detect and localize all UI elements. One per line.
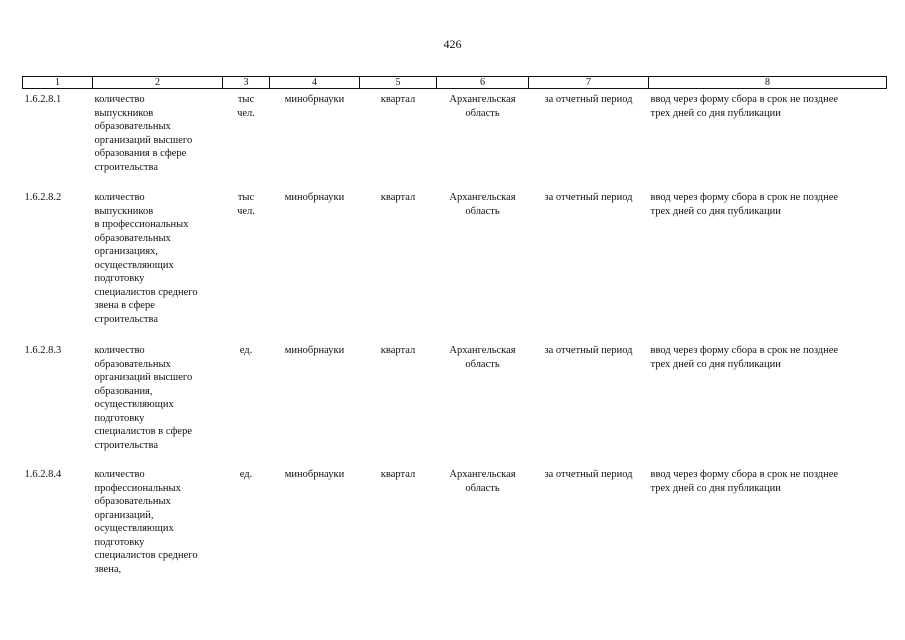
periodicity: квартал bbox=[380, 469, 416, 480]
column-number-header: 6 bbox=[437, 77, 529, 89]
column-number-header: 7 bbox=[529, 77, 649, 89]
column-number-header: 4 bbox=[270, 77, 360, 89]
indicator-code: 1.6.2.8.2 bbox=[24, 192, 62, 203]
reporting-timing: за отчетный период bbox=[544, 94, 633, 105]
indicator-code: 1.6.2.8.3 bbox=[24, 345, 62, 356]
indicator-name: количество выпускников образовательных организаций высшего образования в сфере строительства bbox=[94, 94, 193, 173]
column-number-header: 3 bbox=[223, 77, 270, 89]
responsible-agency: минобрнауки bbox=[284, 345, 345, 356]
column-number-header: 2 bbox=[93, 77, 223, 89]
indicator-name: количество выпускников в профессиональных образовательных организациях, осуществляющих подготовку специалистов среднего звена в сфере строительства bbox=[94, 192, 198, 325]
unit-of-measure: ед. bbox=[239, 345, 253, 356]
table-header-row bbox=[23, 77, 887, 89]
table-row bbox=[23, 89, 887, 192]
input-method: ввод через форму сбора в срок не позднее трех дней со дня публикации bbox=[650, 192, 839, 217]
region: Архангельская область bbox=[449, 469, 516, 494]
reporting-timing: за отчетный период bbox=[544, 192, 633, 203]
table-row bbox=[23, 468, 887, 588]
region: Архангельская область bbox=[449, 94, 516, 119]
responsible-agency: минобрнауки bbox=[284, 469, 345, 480]
region: Архангельская область bbox=[449, 192, 516, 217]
responsible-agency: минобрнауки bbox=[284, 192, 345, 203]
input-method: ввод через форму сбора в срок не позднее трех дней со дня публикации bbox=[650, 345, 839, 370]
unit-of-measure: ед. bbox=[239, 469, 253, 480]
indicator-code: 1.6.2.8.4 bbox=[24, 469, 62, 480]
periodicity: квартал bbox=[380, 192, 416, 203]
periodicity: квартал bbox=[380, 345, 416, 356]
column-number-header: 8 bbox=[649, 77, 887, 89]
table-row bbox=[23, 344, 887, 468]
indicator-name: количество образовательных организаций высшего образования, осуществляющих подготовку специалистов в сфере строительства bbox=[94, 345, 193, 451]
periodicity: квартал bbox=[380, 94, 416, 105]
column-number-header: 1 bbox=[23, 77, 93, 89]
reporting-timing: за отчетный период bbox=[544, 469, 633, 480]
reporting-timing: за отчетный период bbox=[544, 345, 633, 356]
unit-of-measure: тыс чел. bbox=[237, 192, 255, 217]
responsible-agency: минобрнауки bbox=[284, 94, 345, 105]
page-number: 426 bbox=[443, 37, 462, 51]
region: Архангельская область bbox=[449, 345, 516, 370]
unit-of-measure: тыс чел. bbox=[237, 94, 255, 119]
indicator-code: 1.6.2.8.1 bbox=[24, 94, 62, 105]
indicator-name: количество профессиональных образовательных организаций, осуществляющих подготовку специалистов среднего звена, bbox=[94, 469, 198, 575]
input-method: ввод через форму сбора в срок не позднее трех дней со дня публикации bbox=[650, 469, 839, 494]
column-number-header: 5 bbox=[360, 77, 437, 89]
input-method: ввод через форму сбора в срок не позднее трех дней со дня публикации bbox=[650, 94, 839, 119]
indicator-table bbox=[22, 76, 887, 588]
table-row bbox=[23, 191, 887, 344]
